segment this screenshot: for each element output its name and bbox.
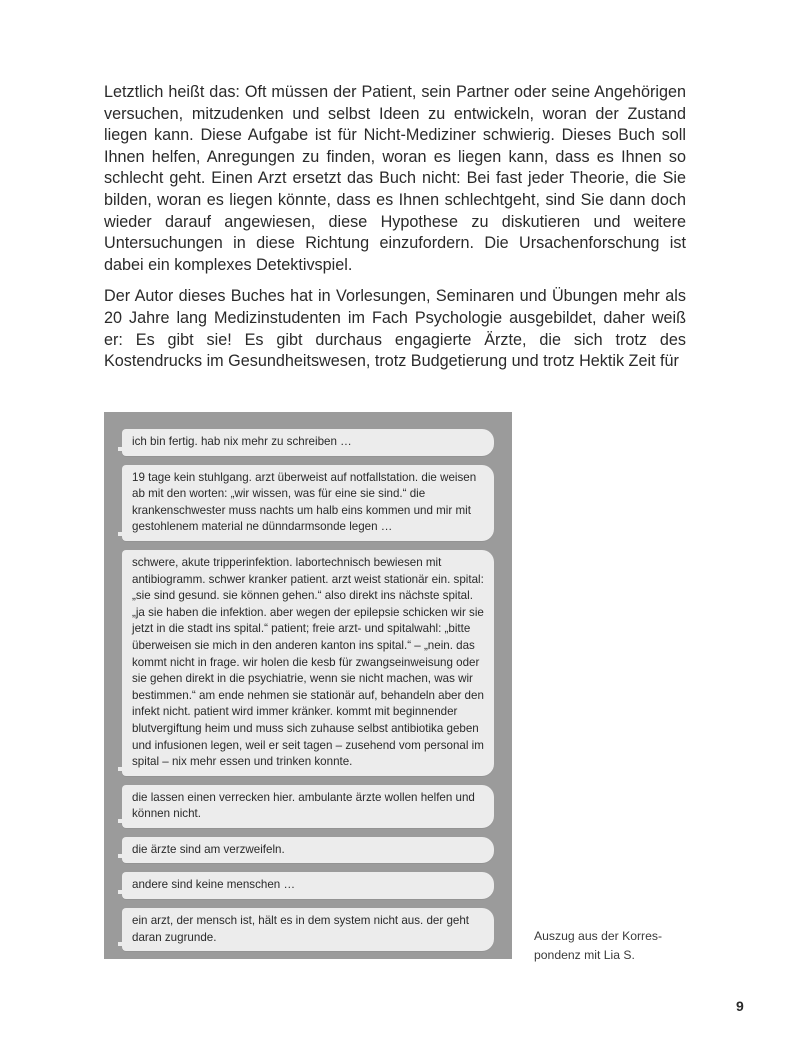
chat-message: die lassen einen verrecken hier. ambulante ärzte wollen helfen und können nicht. (122, 785, 494, 828)
chat-message: ein arzt, der mensch ist, hält es in dem system nicht aus. der geht daran zugrunde. (122, 908, 494, 951)
figure-caption: Auszug aus der Korres-pondenz mit Lia S. (534, 929, 663, 962)
chat-message: andere sind keine menschen … (122, 872, 494, 899)
body-text (104, 82, 686, 383)
chat-message: schwere, akute tripperinfektion. labortechnisch bewiesen mit antibiogramm. schwer kranker patient. arzt weist stationär ein. spital: „sie sind gesund. sie können gehen.“ also direkt ins nächste spital. „ja sie haben die infektion. aber wegen der epilepsie schicken wir sie jetzt in die stadt ins spital.“ patient; freie arzt- und spitalwahl: „bitte überweisen sie mich in den anderen kanton ins spital.“ – „nein. das kommt nicht in frage. wir holen die kesb für zwangseinweisung oder sie gehen direkt in die psychiatrie, wenn sie nicht machen, was wir bestimmen.“ am ende nehmen sie stationär auf, behandeln aber den infekt nicht. patient wird immer kränker. kommt mit beginnender blutvergiftung heim und muss sich zuhause selbst antibiotika geben und infusionen legen, weil er seit tagen – zusehend vom personal im spital – nix mehr essen und trinken konnte. (122, 550, 494, 776)
paragraph: Letztlich heißt das: Oft müssen der Patient, sein Partner oder seine Angehörigen versuchen, mitzudenken und selbst Ideen zu entwickeln, woran der Zustand liegen kann. Diese Aufgabe ist für Nicht-Mediziner schwierig. Dieses Buch soll Ihnen helfen, Anregungen zu finden, woran es liegen kann, dass es Ihnen so schlecht geht. Einen Arzt ersetzt das Buch nicht: Bei fast jeder Theorie, die Sie bilden, woran es liegen könnte, dass es Ihnen schlechtgeht, sind Sie dann doch wieder darauf angewiesen, diese Hypothese zu diskutieren und weitere Untersuchungen in diese Richtung einzufordern. Die Ursachenforschung ist dabei ein komplexes Detektivspiel. (104, 83, 686, 274)
page-number: 9 (736, 998, 744, 1014)
chat-excerpt (104, 412, 512, 959)
chat-message: ich bin fertig. hab nix mehr zu schreiben … (122, 429, 494, 456)
chat-message: 19 tage kein stuhlgang. arzt überweist auf notfallstation. die weisen ab mit den worten: „wir wissen, was für eine sie sind.“ die krankenschwester muss nachts um halb eins kommen und mir mit gestohlenem material ne dünndarmsonde legen … (122, 465, 494, 541)
chat-message: die ärzte sind am verzweifeln. (122, 837, 494, 864)
paragraph: Der Autor dieses Buches hat in Vorlesungen, Seminaren und Übungen mehr als 20 Jahre lang Medizinstudenten im Fach Psychologie ausgebildet, daher weiß er: Es gibt sie! Es gibt durchaus engagierte Ärzte, die sich trotz des Kostendrucks im Gesundheitswesen, trotz Budgetierung und trotz Hektik Zeit für (104, 287, 686, 371)
